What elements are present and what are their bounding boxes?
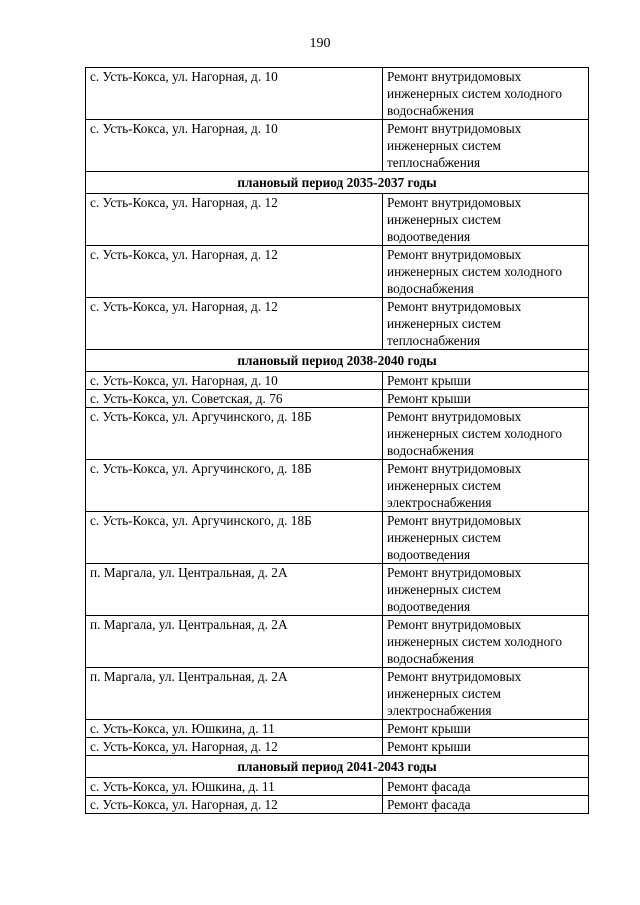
address-cell: с. Усть-Коксa, ул. Нагорная, д. 10: [86, 68, 383, 120]
table-row: [86, 68, 589, 120]
address-cell: с. Усть-Коксa, ул. Нагорная, д. 12: [86, 246, 383, 298]
work-type-cell: Ремонт крыши: [383, 738, 589, 756]
work-type-cell: Ремонт внутридомовых инженерных систем теплоснабжения: [383, 120, 589, 172]
address-cell: п. Маргала, ул. Центральная, д. 2А: [86, 668, 383, 720]
table-row: [86, 616, 589, 668]
work-type-cell: Ремонт внутридомовых инженерных систем электроснабжения: [383, 460, 589, 512]
table-row: [86, 194, 589, 246]
work-type-cell: Ремонт внутридомовых инженерных систем холодного водоснабжения: [383, 246, 589, 298]
work-type-cell: Ремонт фасада: [383, 796, 589, 814]
work-type-cell: Ремонт крыши: [383, 720, 589, 738]
table-row: [86, 460, 589, 512]
table-row: [86, 720, 589, 738]
repair-schedule-table: [85, 67, 589, 814]
address-cell: с. Усть-Коксa, ул. Нагорная, д. 10: [86, 120, 383, 172]
work-type-cell: Ремонт крыши: [383, 372, 589, 390]
address-cell: с. Усть-Коксa, ул. Юшкина, д. 11: [86, 778, 383, 796]
work-type-cell: Ремонт внутридомовых инженерных систем электроснабжения: [383, 668, 589, 720]
work-type-cell: Ремонт внутридомовых инженерных систем теплоснабжения: [383, 298, 589, 350]
address-cell: с. Усть-Коксa, ул. Нагорная, д. 12: [86, 738, 383, 756]
address-cell: с. Усть-Коксa, ул. Аргучинского, д. 18Б: [86, 408, 383, 460]
table-row: [86, 738, 589, 756]
work-type-cell: Ремонт внутридомовых инженерных систем водоотведения: [383, 194, 589, 246]
page-number: 190: [309, 36, 331, 51]
table-body: [86, 68, 589, 814]
work-type-cell: Ремонт крыши: [383, 390, 589, 408]
table-row: [86, 796, 589, 814]
address-cell: п. Маргала, ул. Центральная, д. 2А: [86, 616, 383, 668]
work-type-cell: Ремонт внутридомовых инженерных систем водоотведения: [383, 564, 589, 616]
address-cell: п. Маргала, ул. Центральная, д. 2А: [86, 564, 383, 616]
table-row: [86, 408, 589, 460]
table-row: [86, 298, 589, 350]
table-row: [86, 372, 589, 390]
period-header-row: [86, 756, 589, 778]
period-label: плановый период 2035-2037 годы: [86, 172, 589, 194]
address-cell: с. Усть-Коксa, ул. Нагорная, д. 12: [86, 194, 383, 246]
address-cell: с. Усть-Коксa, ул. Аргучинского, д. 18Б: [86, 460, 383, 512]
period-header-row: [86, 350, 589, 372]
period-label: плановый период 2038-2040 годы: [86, 350, 589, 372]
work-type-cell: Ремонт внутридомовых инженерных систем холодного водоснабжения: [383, 616, 589, 668]
table-row: [86, 390, 589, 408]
address-cell: с. Усть-Коксa, ул. Нагорная, д. 12: [86, 298, 383, 350]
table-row: [86, 120, 589, 172]
table-row: [86, 778, 589, 796]
address-cell: с. Усть-Коксa, ул. Юшкина, д. 11: [86, 720, 383, 738]
work-type-cell: Ремонт внутридомовых инженерных систем водоотведения: [383, 512, 589, 564]
address-cell: с. Усть-Коксa, ул. Нагорная, д. 12: [86, 796, 383, 814]
period-label: плановый период 2041-2043 годы: [86, 756, 589, 778]
table-row: [86, 246, 589, 298]
address-cell: с. Усть-Коксa, ул. Аргучинского, д. 18Б: [86, 512, 383, 564]
period-header-row: [86, 172, 589, 194]
table-row: [86, 564, 589, 616]
work-type-cell: Ремонт фасада: [383, 778, 589, 796]
work-type-cell: Ремонт внутридомовых инженерных систем холодного водоснабжения: [383, 408, 589, 460]
table-row: [86, 668, 589, 720]
table-row: [86, 512, 589, 564]
address-cell: с. Усть-Коксa, ул. Нагорная, д. 10: [86, 372, 383, 390]
address-cell: с. Усть-Коксa, ул. Советская, д. 76: [86, 390, 383, 408]
work-type-cell: Ремонт внутридомовых инженерных систем холодного водоснабжения: [383, 68, 589, 120]
